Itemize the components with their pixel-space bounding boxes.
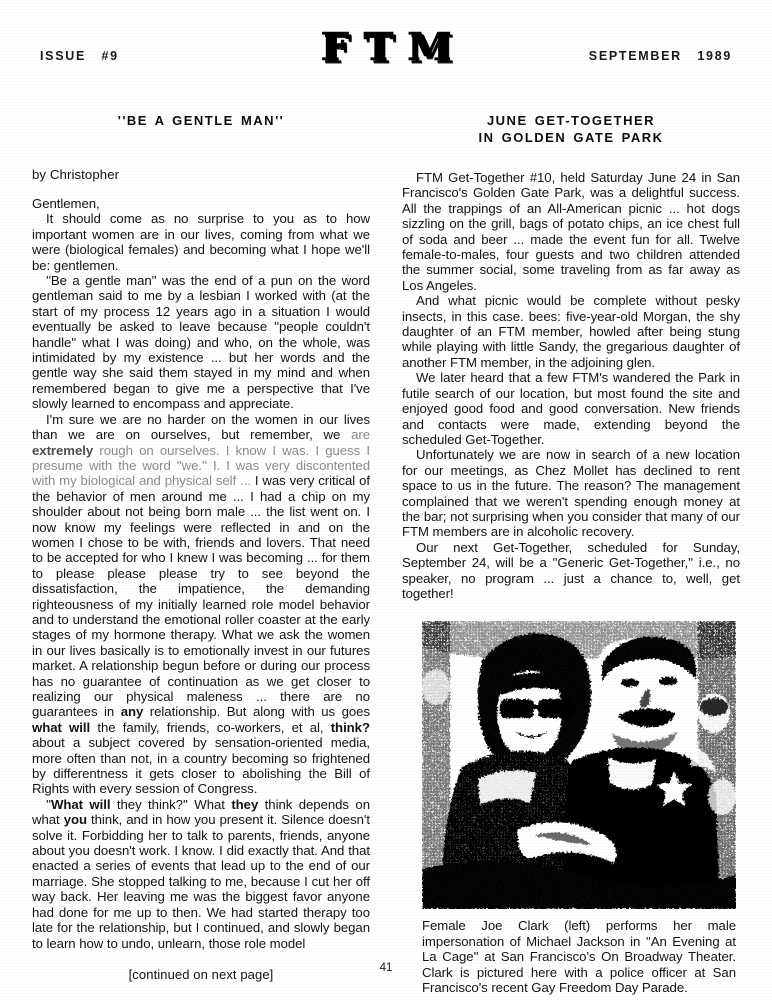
continued-note: [continued on next page] (128, 966, 274, 982)
headline-line-2: IN GOLDEN GATE PARK (478, 130, 664, 145)
ftm-logo (320, 24, 452, 69)
photo-caption: Female Joe Clark (left) performs her male impersonation of Michael Jackson in ''An Evening at La Cage'' at San Francisco's On Broadway Theater. Clark is pictured here with a police officer at San Francisco's recent Gay Freedom Day Parade. (422, 918, 736, 995)
article-headline-right (402, 112, 740, 146)
emphasis-what-will: what will (32, 719, 91, 735)
emphasis-what-will-2: What will (50, 796, 111, 812)
paragraph-3: I'm sure we are no harder on the women in our lives than we are on ourselves, but remember, we are extremely rough on ourselves. I know I was. I guess I presume with the word ''we.'' I. I was very discontented with my biological and physical self ... I was very critical of the behavior of men around me ... I had a chip on my shoulder about not being born male ... the list went on. I now know my feelings were reflected in and on the women I chose to be with, friends and lovers. That need to be accepted for who I knew I was becoming ... for them to please please please try to see beyond the dissatisfaction, the impatience, the demanding righteousness of my initially learned role model behavior and to understand the emotional roller coaster at the early stages of my hormone therapy. What we ask the women in our lives basically is to emotionally invest in our futures market. A relationship begun before or during our process has no guarantee of continuation as we get closer to realizing our physical maleness ... there are no guarantees in any relationship. But along with us goes what will the family, friends, co-workers, et al, think? about a subject covered by sensation-oriented media, more often than not, in a country becoming so frightened by differentness it gets closer to abolishing the Bill of Rights with every session of Congress. (32, 411, 370, 797)
scan-artifact-line-2: I guess I presume with the word ''we.'' I. I was very (32, 442, 370, 473)
right-column (402, 112, 740, 995)
salutation: Gentlemen, (32, 196, 100, 211)
article-headline-left: ''BE A GENTLE MAN'' (117, 113, 285, 128)
photo-container (422, 621, 736, 995)
paragraph-4: ''What will they think?'' What they think depends on what you think, and in how you present it. Silence doesn't solve it. Forbidding her to talk to parents, friends, anyone about you doesn't work. I know. I did exactly that. And that enacted a series of events that lead up to the end of our marriage. She stopped talking to me, because I cut her off way back. Her leaving me was the biggest favor anyone had done for me up to then. We had started therapy too late for the relationship, but I continued, and slowly began to learn how to undo, unlearn, those role model (32, 796, 370, 951)
emphasis-any: any (120, 704, 144, 720)
right-paragraph-4: Unfortunately we are now in search of a new location for our meetings, as Chez Mollet has declined to rent space to us in the future. The reason? The management complained that we weren't spending enough money at the bar; not surprising when you consider that many of our FTM members are in alcoholic recovery. (402, 447, 740, 540)
right-paragraph-2: And what picnic would be complete without pesky insects, in this case. bees: five-year-old Morgan, the shy daughter of an FTM member, howled after being stung while playing with little Sandy, the gregarious daughter of another FTM member, in the adjoining glen. (402, 293, 740, 370)
masthead (40, 24, 732, 76)
issue-date: SEPTEMBER 1989 (588, 49, 732, 63)
emphasis-they: they (231, 796, 259, 812)
emphasis-you: you (63, 812, 87, 828)
paragraph-3-clean: I'm sure we are no harder on the women in our lives than we are on ourselves, but remember, we (32, 411, 370, 443)
emphasis-think: think? (330, 719, 370, 735)
scan-artifact-line-1: are extremely rough on ourselves. I know I was. (32, 427, 370, 458)
logo-letter-t: T (363, 24, 394, 69)
left-column (32, 112, 370, 995)
logo-letter-f: F (320, 24, 350, 69)
logo-letter-m: M (407, 24, 452, 69)
scan-artifact-line-3: discontented with my biological and physical self ... (32, 457, 370, 489)
page-number: 41 (379, 962, 393, 974)
right-paragraph-3: We later heard that a few FTM's wandered the Park in futile search of our location, but most found the site and enjoyed good food and good conversation. New friends and contacts were made, extending beyond the scheduled Get-Together. (402, 370, 740, 447)
article-byline: by Christopher (32, 167, 120, 182)
right-paragraph-1: FTM Get-Together #10, held Saturday June 24 in San Francisco's Golden Gate Park, was a delightful success. All the trappings of an All-American picnic ... hot dogs sizzling on the grill, bags of potato chips, an ice chest full of soda and beer ... made the event fun for all. Twelve female-to-males, four guests and two children attended the summer social, some traveling from as far away as Los Angeles. (402, 170, 740, 293)
paragraph-1: It should come as no surprise to you as to how important women are in our lives, coming from what we were (biological females) and becoming what I hope we'll be: gentlemen. (32, 211, 370, 273)
paragraph-2: ''Be a gentle man'' was the end of a pun on the word gentleman said to me by a lesbian I worked with (at the start of my process 12 years ago in a situation I would eventually be asked to leave because ''people couldn't handle'' what I was doing) and who, on the whole, was intimidated by my existence ... but her words and the gentle way she said them stayed in my mind and when remembered began to give me a perspective that I've slowly learned to encompass and appreciate. (32, 273, 370, 412)
paragraph-3-rest: I was very critical of the behavior of men around me ... I had a chip on my shoulder about not being born male ... the list went on. I now know my feelings were reflected in and on the women I chose to be with, friends and lovers. That need to be accepted for who I knew I was becoming ... for them to please please please try to see beyond the dissatisfaction, the impatience, the demanding righteousness of my initially learned role model behavior and to understand the emotional roller coaster at the early stages of my hormone therapy. What we ask the women in our lives basically is to emotionally invest in our futures market. A relationship begun before or during our process has no guarantee of continuation as we get closer to realizing our physical maleness ... there are no guarantees in (32, 473, 370, 720)
parade-photograph (422, 621, 736, 909)
right-paragraph-5: Our next Get-Together, scheduled for Sunday, September 24, will be a ''Generic Get-Together,'' i.e., no speaker, no program ... just a chance to, well, get together! (402, 539, 740, 601)
headline-line-1: JUNE GET-TOGETHER (486, 113, 656, 128)
issue-number: ISSUE #9 (40, 49, 119, 63)
